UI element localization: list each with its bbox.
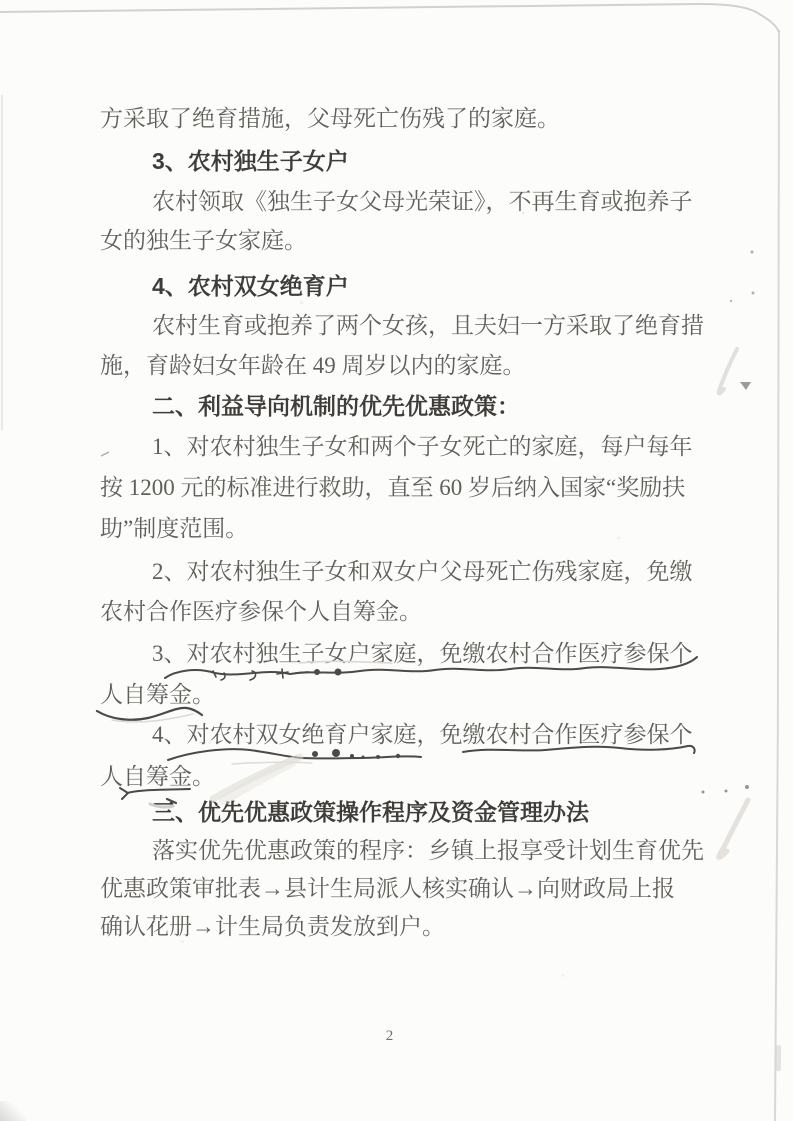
text-line: 人自筹金。: [100, 764, 215, 789]
scanner-corner-shadow: [0, 1101, 26, 1121]
text-line: 农村合作医疗参保个人自筹金。: [100, 599, 422, 624]
page-number: 2: [385, 1028, 395, 1044]
text-line: 1、对农村独生子女和两个子女死亡的家庭，每户每年: [152, 434, 693, 459]
pencil-smudge: [213, 757, 300, 800]
margin-mark-upper: [719, 349, 751, 393]
heading-line: 3、农村独生子女户: [152, 148, 349, 174]
text-line: 确认花册→计生局负责发放到户。: [100, 914, 445, 939]
text-line: 农村领取《独生子女父母光荣证》，不再生育或抱养子: [152, 189, 693, 214]
text-line: 2、对农村独生子女和双女户父母死亡伤残家庭，免缴: [152, 559, 693, 584]
text-line: 人自筹金。: [100, 682, 215, 707]
margin-mark-lower: [702, 785, 750, 857]
text-line: 方采取了绝育措施，父母死亡伤残了的家庭。: [100, 106, 560, 131]
text-line: 4、对农村双女绝育户家庭，免缴农村合作医疗参保个: [152, 722, 693, 747]
text-line: 助”制度范围。: [100, 516, 249, 541]
heading-line: 二、利益导向机制的优先优惠政策：: [152, 393, 520, 419]
text-line: 农村生育或抱养了两个女孩，且夫妇一方采取了绝育措: [152, 313, 704, 338]
text-line: 优惠政策审批表→县计生局派人核实确认→向财政局上报: [100, 876, 675, 901]
text-line: 落实优先优惠政策的程序：乡镇上报享受计划生育优先: [152, 838, 704, 863]
text-line: 女的独生子女家庭。: [100, 228, 307, 253]
text-line: 按 1200 元的标准进行救助，直至 60 岁后纳入国家“奖励扶: [100, 475, 686, 500]
heading-line: 三、优先优惠政策操作程序及资金管理办法: [152, 799, 589, 825]
text-line: 施，育龄妇女年龄在 49 周岁以内的家庭。: [100, 353, 526, 378]
heading-line: 4、农村双女绝育户: [152, 273, 349, 299]
text-line: 3、对农村独生子女户家庭，免缴农村合作医疗参保个: [152, 641, 693, 666]
